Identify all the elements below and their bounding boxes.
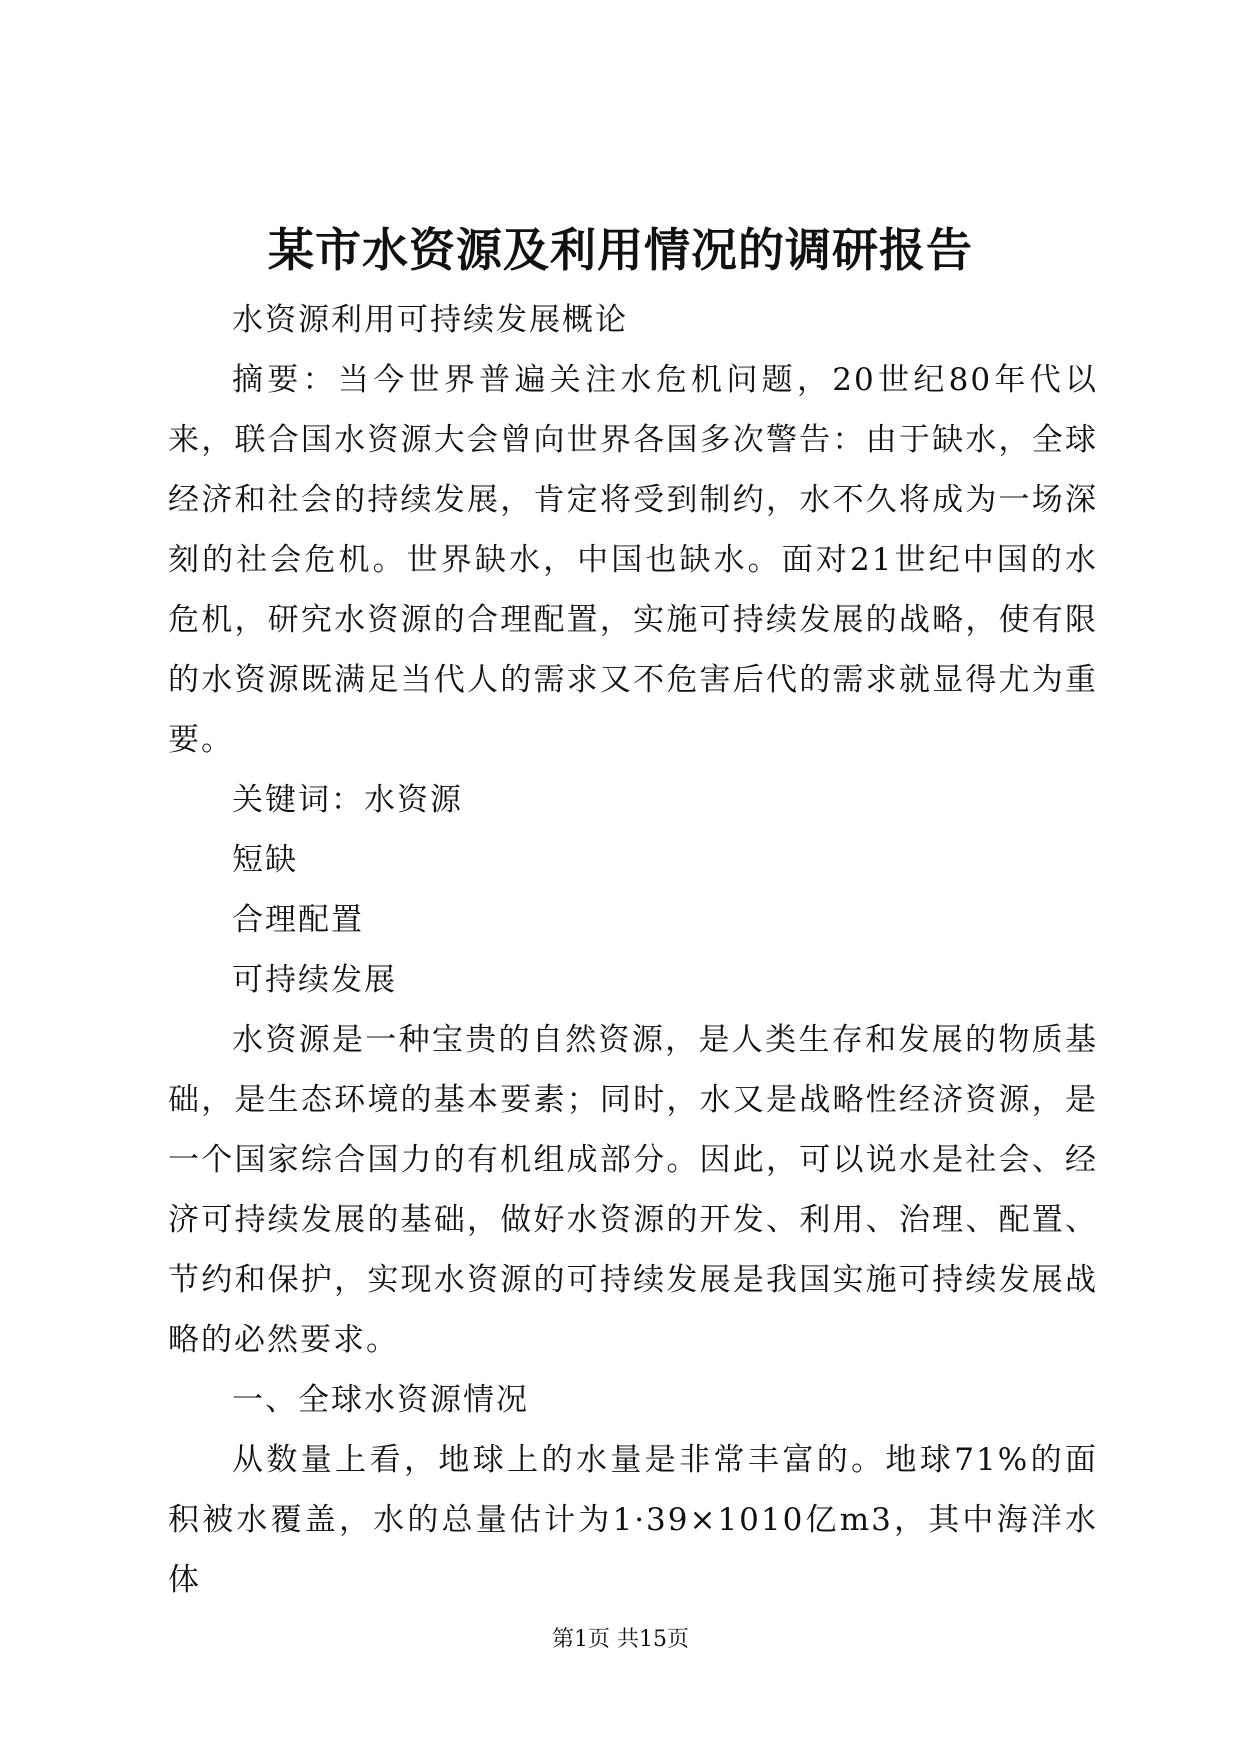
subtitle-paragraph: 水资源利用可持续发展概论 <box>232 302 628 338</box>
keyword-item: 短缺 <box>232 842 298 878</box>
document-body <box>168 290 1098 1610</box>
keywords-line: 关键词：水资源 <box>232 782 463 818</box>
page-number-footer: 第1页 共15页 <box>552 1627 689 1652</box>
body-paragraph: 水资源是一种宝贵的自然资源，是人类生存和发展的物质基础，是生态环境的基本要素；同时，水又是战略性经济资源，是一个国家综合国力的有机组成部分。因此，可以说水是社会、经济可持续发展的基础，做好水资源的开发、利用、治理、配置、节约和保护，实现水资源的可持续发展是我国实施可持续发展战略的必然要求。 <box>168 1022 1098 1358</box>
keyword-item: 合理配置 <box>232 902 364 938</box>
body-paragraph: 从数量上看，地球上的水量是非常丰富的。地球71%的面积被水覆盖，水的总量估计为1·39×1010亿m3，其中海洋水体 <box>168 1442 1098 1598</box>
abstract-paragraph: 摘要：当今世界普遍关注水危机问题，20世纪80年代以来，联合国水资源大会曾向世界各国多次警告：由于缺水，全球经济和社会的持续发展，肯定将受到制约，水不久将成为一场深刻的社会危机。世界缺水，中国也缺水。面对21世纪中国的水危机，研究水资源的合理配置，实施可持续发展的战略，使有限的水资源既满足当代人的需求又不危害后代的需求就显得尤为重要。 <box>168 362 1098 758</box>
section-heading: 一、全球水资源情况 <box>232 1382 529 1418</box>
keyword-item: 可持续发展 <box>232 962 397 998</box>
document-title: 某市水资源及利用情况的调研报告 <box>268 223 973 277</box>
